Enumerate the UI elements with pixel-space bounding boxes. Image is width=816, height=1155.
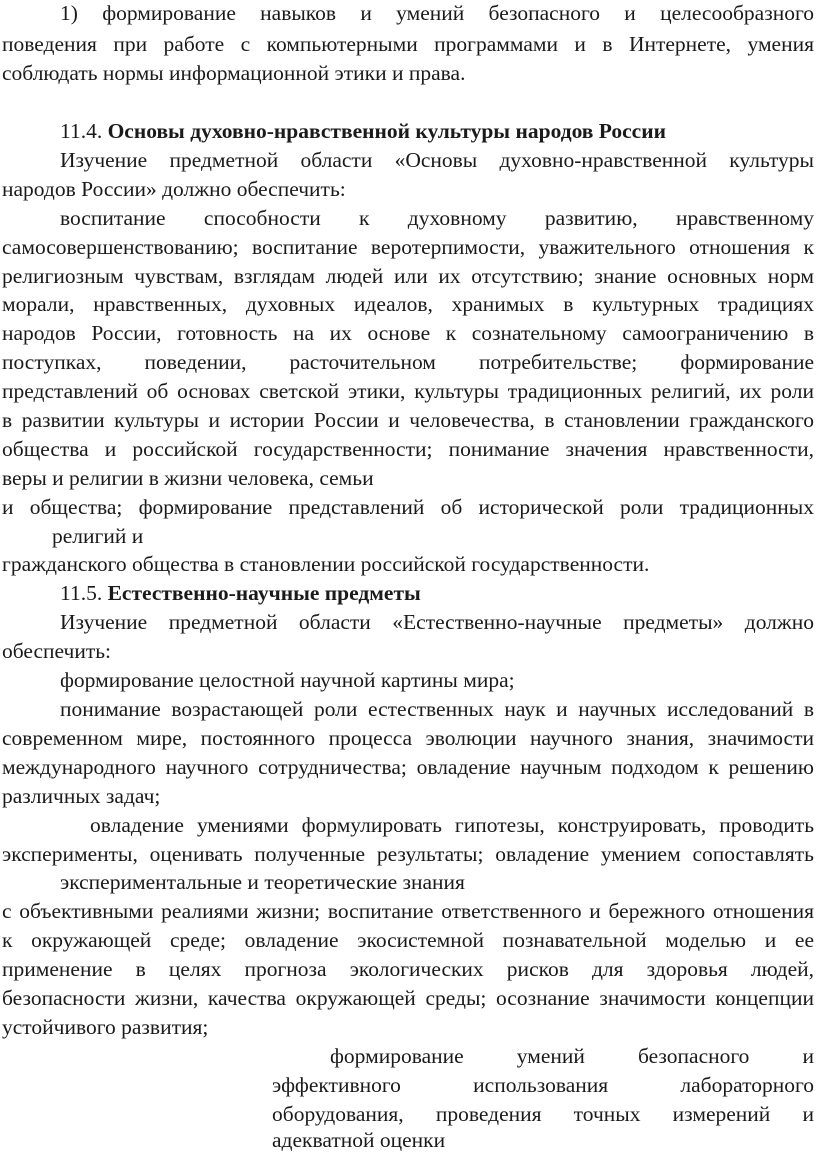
text-line: представлений об основах светской этики, культуры традиционных религий, их роли [2, 379, 814, 403]
text-line: различных задач; [2, 784, 161, 808]
text-line: эксперименты, оценивать полученные результаты; овладение умением сопоставлять [2, 842, 814, 866]
text-line: и общества; формирование представлений об исторической роли традиционных [2, 495, 814, 519]
text-line: овладение умениями формулировать гипотезы, конструировать, проводить [90, 813, 814, 837]
text-line: международного научного сотрудничества; овладение научным подходом к решению [2, 755, 814, 779]
text-line: религиозным чувствам, взглядам людей или их отсутствию; знание основных норм [2, 264, 814, 288]
text-line: поведения при работе с компьютерными программами и в Интернете, умения [2, 32, 814, 56]
text-line: воспитание способности к духовному развитию, нравственному [60, 206, 814, 230]
section-number: 11.5. [60, 581, 103, 605]
text-line: гражданского общества в становлении российской государственности. [2, 552, 650, 576]
section-number: 11.4. [60, 119, 103, 143]
text-line: экспериментальные и теоретические знания [60, 870, 465, 894]
text-line: формирование целостной научной картины мира; [60, 668, 515, 692]
text-line: обеспечить: [2, 639, 112, 663]
text-line: в развитии культуры и истории России и человечества, в становлении гражданского [2, 408, 814, 432]
text-line: применение в целях прогноза экологических рисков для здоровья людей, [2, 957, 814, 981]
text-line: формирование умений безопасного и [330, 1044, 814, 1068]
text-line: общества и российской государственности; понимание значения нравственности, [2, 437, 814, 461]
text-line: понимание возрастающей роли естественных наук и научных исследований в [60, 697, 814, 721]
text-line: устойчивого развития; [2, 1015, 209, 1039]
text-line: веры и религии в жизни человека, семьи [2, 466, 374, 490]
text-line: морали, нравственных, духовных идеалов, хранимых в культурных традициях [2, 292, 814, 316]
text-line: поступках, поведении, расточительном потребительстве; формирование [2, 350, 814, 374]
text-line: к окружающей среде; овладение экосистемной познавательной моделью и ее [2, 928, 814, 952]
section-heading [60, 117, 814, 145]
text-line: адекватной оценки [272, 1128, 446, 1152]
text-line: соблюдать нормы информационной этики и права. [2, 61, 466, 85]
text-line: эффективного использования лабораторного [272, 1073, 814, 1097]
text-line: современном мире, постоянного процесса эволюции научного знания, значимости [2, 726, 814, 750]
section-title: Естественно-научные предметы [107, 581, 421, 605]
text-line: народов России» должно обеспечить: [2, 177, 346, 201]
text-line: Изучение предметной области «Основы духовно-нравственной культуры [60, 148, 814, 172]
text-line: оборудования, проведения точных измерений и [272, 1102, 814, 1126]
text-line: самосовершенствованию; воспитание веротерпимости, уважительного отношения к [2, 235, 814, 259]
section-title: Основы духовно-нравственной культуры народов России [107, 119, 666, 143]
text-line: религий и [52, 524, 144, 548]
text-line: Изучение предметной области «Естественно-научные предметы» должно [60, 610, 814, 634]
text-line: безопасности жизни, качества окружающей среды; осознание значимости концепции [2, 986, 814, 1010]
text-line: с объективными реалиями жизни; воспитание ответственного и бережного отношения [2, 899, 814, 923]
section-heading [60, 579, 814, 607]
text-line: народов России, готовность на их основе к сознательному самоограничению в [2, 321, 814, 345]
text-line: 1) формирование навыков и умений безопасного и целесообразного [60, 1, 814, 25]
